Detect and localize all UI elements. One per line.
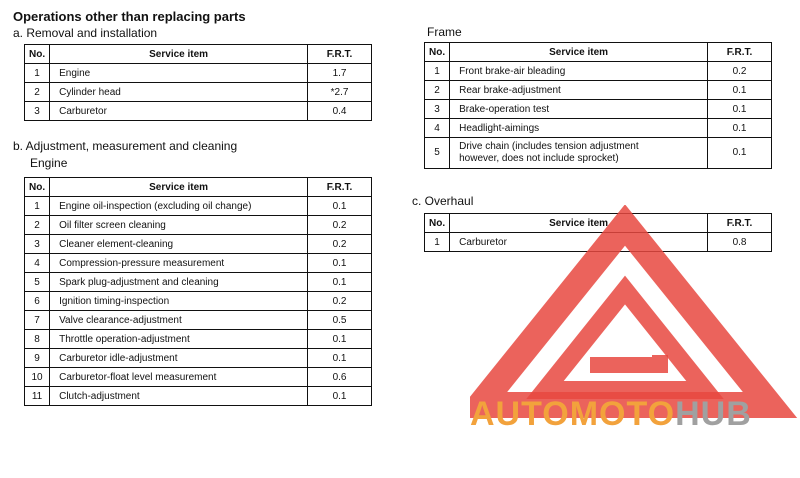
row-no: 4: [25, 254, 50, 273]
section-b-heading: b. Adjustment, measurement and cleaning: [13, 139, 238, 153]
table-row: [25, 273, 372, 292]
row-item-line2: however, does not include sprocket): [459, 153, 619, 164]
table-row: [425, 62, 772, 81]
row-frt: 0.1: [308, 273, 372, 292]
row-no: 2: [425, 81, 450, 100]
frame-heading: Frame: [427, 25, 462, 39]
engine-subheading: Engine: [30, 156, 68, 170]
row-frt: 0.1: [308, 197, 372, 216]
col-service-item-header: Service item: [450, 214, 708, 233]
row-item: Brake-operation test: [450, 100, 708, 119]
row-frt: 0.2: [708, 62, 772, 81]
table-row: [25, 292, 372, 311]
row-frt: 0.2: [308, 216, 372, 235]
table-row: [25, 368, 372, 387]
row-frt: 0.1: [308, 349, 372, 368]
row-no: 3: [25, 235, 50, 254]
table-row: [25, 349, 372, 368]
row-frt: 0.6: [308, 368, 372, 387]
row-no: 9: [25, 349, 50, 368]
table-row: [25, 83, 372, 102]
row-item: Cleaner element-cleaning: [50, 235, 308, 254]
row-no: 4: [425, 119, 450, 138]
table-header-row: [25, 45, 372, 64]
row-frt: 0.2: [308, 292, 372, 311]
table-row: [25, 102, 372, 121]
col-no-header: No.: [25, 45, 50, 64]
row-no: 5: [425, 138, 450, 169]
row-no: 3: [425, 100, 450, 119]
row-no: 1: [425, 233, 450, 252]
watermark-text-auto: AUTO: [470, 395, 570, 433]
table-row: [425, 81, 772, 100]
watermark-text-moto: MOTO: [569, 395, 676, 433]
page-title: Operations other than replacing parts: [13, 9, 246, 24]
row-item: Spark plug-adjustment and cleaning: [50, 273, 308, 292]
automotohub-watermark: [470, 205, 800, 435]
table-row: [25, 387, 372, 406]
row-frt: *2.7: [308, 83, 372, 102]
row-frt: 0.1: [308, 330, 372, 349]
row-frt: 0.1: [708, 100, 772, 119]
removal-installation-table: [24, 44, 372, 121]
table-row: [25, 64, 372, 83]
watermark-triangle-icon: [480, 225, 770, 405]
row-frt: 0.5: [308, 311, 372, 330]
table-header-row: [25, 178, 372, 197]
row-no: 11: [25, 387, 50, 406]
row-no: 8: [25, 330, 50, 349]
row-frt: 0.1: [708, 81, 772, 100]
frame-table: [424, 42, 772, 169]
row-item: Oil filter screen cleaning: [50, 216, 308, 235]
row-item: Valve clearance-adjustment: [50, 311, 308, 330]
row-item: Cylinder head: [50, 83, 308, 102]
col-no-header: No.: [425, 43, 450, 62]
row-no: 1: [25, 197, 50, 216]
table-row: [25, 197, 372, 216]
table-row: [25, 216, 372, 235]
row-item: Carburetor idle-adjustment: [50, 349, 308, 368]
row-no: 5: [25, 273, 50, 292]
row-frt: 0.1: [308, 254, 372, 273]
col-frt-header: F.R.T.: [708, 214, 772, 233]
row-no: 1: [425, 62, 450, 81]
row-item: [450, 138, 708, 169]
row-frt: 0.1: [308, 387, 372, 406]
row-frt: 0.8: [708, 233, 772, 252]
row-item: Engine oil-inspection (excluding oil change): [50, 197, 308, 216]
row-item: Carburetor: [450, 233, 708, 252]
col-service-item-header: Service item: [50, 45, 308, 64]
row-item: Ignition timing-inspection: [50, 292, 308, 311]
col-no-header: No.: [425, 214, 450, 233]
adjustment-engine-table: [24, 177, 372, 406]
col-service-item-header: Service item: [450, 43, 708, 62]
row-item: Front brake-air bleading: [450, 62, 708, 81]
row-item: Engine: [50, 64, 308, 83]
row-item-line1: Drive chain (includes tension adjustment: [459, 141, 639, 152]
row-no: 2: [25, 216, 50, 235]
row-item: Carburetor: [50, 102, 308, 121]
table-row: [425, 100, 772, 119]
row-frt: 1.7: [308, 64, 372, 83]
col-frt-header: F.R.T.: [308, 45, 372, 64]
table-row: [25, 235, 372, 254]
row-item: Throttle operation-adjustment: [50, 330, 308, 349]
row-frt: 0.4: [308, 102, 372, 121]
row-item: Rear brake-adjustment: [450, 81, 708, 100]
watermark-text: [470, 395, 752, 433]
row-no: 3: [25, 102, 50, 121]
col-frt-header: F.R.T.: [708, 43, 772, 62]
row-no: 6: [25, 292, 50, 311]
table-row: [425, 138, 772, 169]
section-c-heading: c. Overhaul: [412, 194, 474, 208]
col-frt-header: F.R.T.: [308, 178, 372, 197]
row-frt: 0.1: [708, 119, 772, 138]
row-item: Headlight-aimings: [450, 119, 708, 138]
row-item: Clutch-adjustment: [50, 387, 308, 406]
row-frt: 0.1: [708, 138, 772, 169]
watermark-text-hub: HUB: [675, 395, 752, 433]
table-row: [425, 119, 772, 138]
row-frt: 0.2: [308, 235, 372, 254]
row-no: 7: [25, 311, 50, 330]
row-no: 2: [25, 83, 50, 102]
table-header-row: [425, 43, 772, 62]
table-row: [25, 254, 372, 273]
col-service-item-header: Service item: [50, 178, 308, 197]
row-item: Carburetor-float level measurement: [50, 368, 308, 387]
table-row: [25, 330, 372, 349]
row-no: 1: [25, 64, 50, 83]
section-a-heading: a. Removal and installation: [13, 26, 158, 40]
row-no: 10: [25, 368, 50, 387]
col-no-header: No.: [25, 178, 50, 197]
table-row: [25, 311, 372, 330]
row-item: Compression-pressure measurement: [50, 254, 308, 273]
